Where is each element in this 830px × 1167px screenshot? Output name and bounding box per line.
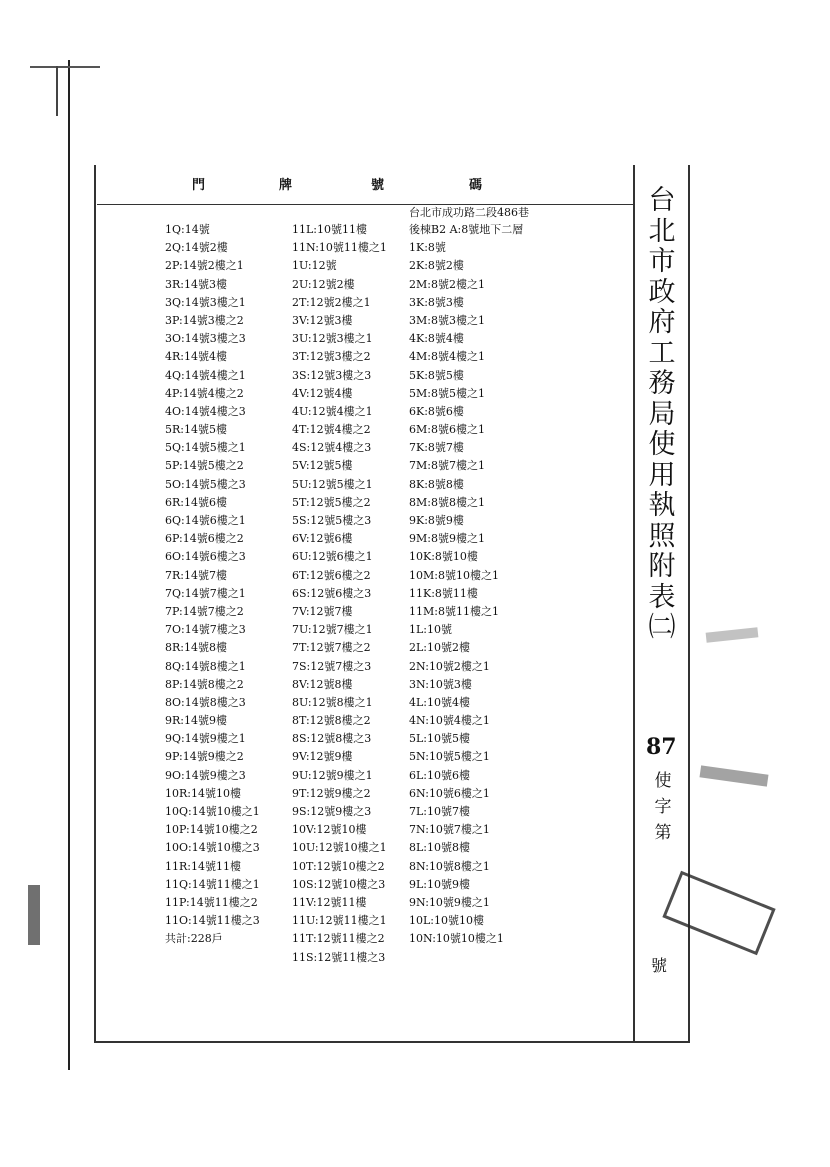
list-item: 5Q:14號5樓之1 [165, 441, 246, 455]
permit-label [648, 768, 678, 846]
list-item: 8Q:14號8樓之1 [165, 659, 246, 673]
list-item: 10U:12號10樓之1 [292, 841, 387, 855]
list-item: 11R:14號11樓 [165, 859, 241, 873]
list-item: 7Q:14號7樓之1 [165, 586, 246, 600]
list-item: 9N:10號9樓之1 [409, 895, 490, 909]
list-item: 5T:12號5樓之2 [292, 495, 371, 509]
list-item: 2M:8號2樓之1 [409, 277, 485, 291]
list-item: 9L:10號9樓 [409, 877, 471, 891]
list-item: 6R:14號6樓 [165, 495, 227, 509]
list-item: 2Q:14號2樓 [165, 241, 228, 255]
list-item: 10Q:14號10樓之1 [165, 805, 260, 818]
list-item: 5S:12號5樓之3 [292, 514, 372, 527]
list-item: 5M:8號5樓之1 [409, 386, 485, 400]
list-item: 8T:12號8樓之2 [292, 714, 371, 728]
list-item: 11K:8號11樓 [409, 586, 478, 600]
title-char: 務 [648, 368, 676, 399]
list-item: 3K:8號3樓 [409, 295, 464, 309]
list-item: 1Q:14號 [165, 223, 210, 236]
vertical-title [643, 186, 681, 644]
list-item: 7R:14號7樓 [165, 568, 227, 582]
list-item: 7P:14號7樓之2 [165, 604, 244, 618]
list-item: 5P:14號5樓之2 [165, 459, 244, 473]
title-char: 台 [648, 185, 676, 216]
header-col1: 門 [192, 178, 206, 193]
list-item: 7K:8號7樓 [409, 441, 464, 455]
list-item: 5N:10號5樓之1 [409, 750, 490, 764]
list-item: 4K:8號4樓 [409, 332, 464, 346]
list-item: 3M:8號3樓之1 [409, 313, 485, 327]
list-item: 4T:12號4樓之2 [292, 423, 371, 437]
list-item: 8N:10號8樓之1 [409, 859, 490, 873]
list-item: 10V:12號10樓 [292, 823, 367, 837]
list-item: 4O:14號4樓之3 [165, 404, 246, 418]
list-item: 8O:14號8樓之3 [165, 695, 246, 709]
list-item: 6L:10號6樓 [409, 768, 471, 782]
list-item: 10O:14號10樓之3 [165, 841, 260, 855]
scan-edge-line [68, 60, 70, 1070]
list-item: 4L:10號4樓 [409, 695, 471, 709]
list-item: 3Q:14號3樓之1 [165, 295, 246, 309]
list-item: 10R:14號10樓 [165, 786, 241, 800]
list-item: 9M:8號9樓之1 [409, 532, 485, 546]
list-item: 11O:14號11樓之3 [165, 914, 260, 928]
permit-number: 87 [646, 734, 677, 760]
list-item: 10L:10號10樓 [409, 914, 485, 928]
list-item: 7N:10號7樓之1 [409, 823, 490, 837]
title-char: 用 [648, 459, 676, 491]
list-item: 3V:12號3樓 [292, 313, 353, 327]
list-item: 8R:14號8樓 [165, 641, 227, 655]
list-item: 6Q:14號6樓之1 [165, 514, 246, 527]
header-col4: 碼 [469, 178, 483, 193]
list-item: 7L:10號7樓 [409, 805, 471, 818]
list-item: 10T:12號10樓之2 [292, 859, 385, 873]
address-line: 後棟B2 A:8號地下二層 [409, 223, 524, 236]
list-item: 4Q:14號4樓之1 [165, 368, 246, 382]
label-char: 使 [654, 771, 672, 791]
list-item: 5U:12號5樓之1 [292, 477, 373, 491]
list-item: 6V:12號6樓 [292, 532, 353, 546]
list-item: 4S:12號4樓之3 [292, 441, 372, 455]
list-item: 5L:10號5樓 [409, 732, 471, 746]
list-item: 4N:10號4樓之1 [409, 714, 490, 728]
list-item: 3P:14號3樓之2 [165, 313, 244, 327]
list-item: 9K:8號9樓 [409, 514, 464, 527]
list-item: 4M:8號4樓之1 [409, 350, 485, 364]
address-block [409, 204, 529, 222]
list-item: 8S:12號8樓之3 [292, 732, 372, 746]
title-char: 執 [648, 490, 676, 521]
list-item: 11L:10號11樓 [292, 223, 368, 236]
list-item: 4V:12號4樓 [292, 386, 353, 400]
title-char: 市 [648, 246, 676, 277]
list-item: 3O:14號3樓之3 [165, 332, 246, 346]
list-item: 7T:12號7樓之2 [292, 641, 371, 655]
list-item: 9S:12號9樓之3 [292, 805, 372, 818]
list-item: 2N:10號2樓之1 [409, 659, 490, 673]
list-item: 共計:228戶 [165, 932, 223, 946]
unit-list-col3 [409, 221, 523, 949]
list-item: 9U:12號9樓之1 [292, 768, 373, 782]
list-item: 9V:12號9樓 [292, 750, 353, 764]
list-item: 3S:12號3樓之3 [292, 368, 372, 382]
list-item: 6K:8號6樓 [409, 404, 464, 418]
list-item: 11U:12號11樓之1 [292, 914, 387, 928]
list-item: 6U:12號6樓之1 [292, 550, 373, 564]
list-item: 6N:10號6樓之1 [409, 786, 490, 800]
list-item: 2U:12號2樓 [292, 277, 355, 291]
list-item: 6T:12號6樓之2 [292, 568, 371, 582]
title-char: 局 [648, 398, 676, 430]
label-char: 第 [654, 823, 672, 843]
list-item: 9P:14號9樓之2 [165, 750, 244, 764]
list-item: 11S:12號11樓之3 [292, 950, 386, 964]
list-item: 9R:14號9樓 [165, 714, 227, 728]
list-item: 10N:10號10樓之1 [409, 932, 504, 946]
list-item: 7M:8號7樓之1 [409, 459, 485, 473]
list-item: 6M:8號6樓之1 [409, 423, 485, 437]
list-item: 11V:12號11樓 [292, 895, 367, 909]
list-item: 10P:14號10樓之2 [165, 823, 258, 837]
list-item: 4U:12號4樓之1 [292, 404, 373, 418]
unit-list-col1 [165, 221, 260, 949]
list-item: 11T:12號11樓之2 [292, 932, 385, 946]
title-char: 府 [648, 307, 676, 338]
list-item: 11P:14號11樓之2 [165, 895, 258, 909]
scan-mark [56, 66, 58, 116]
list-item: 7U:12號7樓之1 [292, 623, 373, 637]
list-item: 4P:14號4樓之2 [165, 386, 244, 400]
list-item: 2P:14號2樓之1 [165, 259, 244, 273]
list-item: 7S:12號7樓之3 [292, 659, 372, 673]
list-item: 1U:12號 [292, 259, 337, 273]
title-char: 使 [648, 429, 676, 460]
list-item: 2K:8號2樓 [409, 259, 464, 273]
list-item: 9Q:14號9樓之1 [165, 732, 246, 746]
list-item: 5O:14號5樓之3 [165, 477, 246, 491]
frame-divider [633, 165, 635, 1041]
title-char: 表 [648, 581, 676, 613]
list-item: 1K:8號 [409, 241, 446, 255]
label-char: 字 [654, 797, 672, 817]
unit-list-col2 [292, 221, 387, 967]
title-char: ㈡ [648, 612, 676, 643]
list-item: 6P:14號6樓之2 [165, 532, 244, 546]
address-line: 台北市成功路二段486巷 [409, 206, 529, 219]
list-item: 8M:8號8樓之1 [409, 495, 485, 509]
list-item: 7V:12號7樓 [292, 604, 353, 618]
title-char: 附 [648, 551, 676, 582]
list-item: 2T:12號2樓之1 [292, 295, 371, 309]
list-item: 11M:8號11樓之1 [409, 604, 499, 618]
list-item: 5R:14號5樓 [165, 423, 227, 437]
list-item: 2L:10號2樓 [409, 641, 471, 655]
scan-smudge [699, 765, 768, 786]
list-item: 8L:10號8樓 [409, 841, 471, 855]
list-item: 6O:14號6樓之3 [165, 550, 246, 564]
list-item: 5V:12號5樓 [292, 459, 353, 473]
list-item: 11N:10號11樓之1 [292, 241, 387, 255]
list-item: 8K:8號8樓 [409, 477, 464, 491]
list-item: 1L:10號 [409, 623, 453, 637]
scan-mark [30, 66, 100, 68]
list-item: 3U:12號3樓之1 [292, 332, 373, 346]
title-char: 工 [648, 337, 676, 369]
scan-smudge [706, 627, 759, 642]
list-item: 8P:14號8樓之2 [165, 677, 244, 691]
list-item: 6S:12號6樓之3 [292, 586, 372, 600]
list-item: 11Q:14號11樓之1 [165, 877, 260, 891]
list-item: 8V:12號8樓 [292, 677, 353, 691]
list-item: 5K:8號5樓 [409, 368, 464, 382]
header-col2: 牌 [279, 178, 293, 193]
list-item: 9O:14號9樓之3 [165, 768, 246, 782]
header-col3: 號 [371, 178, 385, 193]
list-item: 3N:10號3樓 [409, 677, 472, 691]
permit-hao: 號 [651, 956, 668, 975]
list-item: 10S:12號10樓之3 [292, 877, 386, 891]
scan-smudge [28, 885, 40, 945]
title-char: 照 [648, 520, 676, 552]
list-item: 10M:8號10樓之1 [409, 568, 499, 582]
list-item: 7O:14號7樓之3 [165, 623, 246, 637]
list-item: 10K:8號10樓 [409, 550, 478, 564]
list-item: 8U:12號8樓之1 [292, 695, 373, 709]
list-item: 3R:14號3樓 [165, 277, 227, 291]
title-char: 政 [648, 276, 676, 308]
list-item: 9T:12號9樓之2 [292, 786, 371, 800]
title-char: 北 [648, 215, 676, 247]
list-item: 3T:12號3樓之2 [292, 350, 371, 364]
list-item: 4R:14號4樓 [165, 350, 227, 364]
table-header [97, 166, 633, 205]
